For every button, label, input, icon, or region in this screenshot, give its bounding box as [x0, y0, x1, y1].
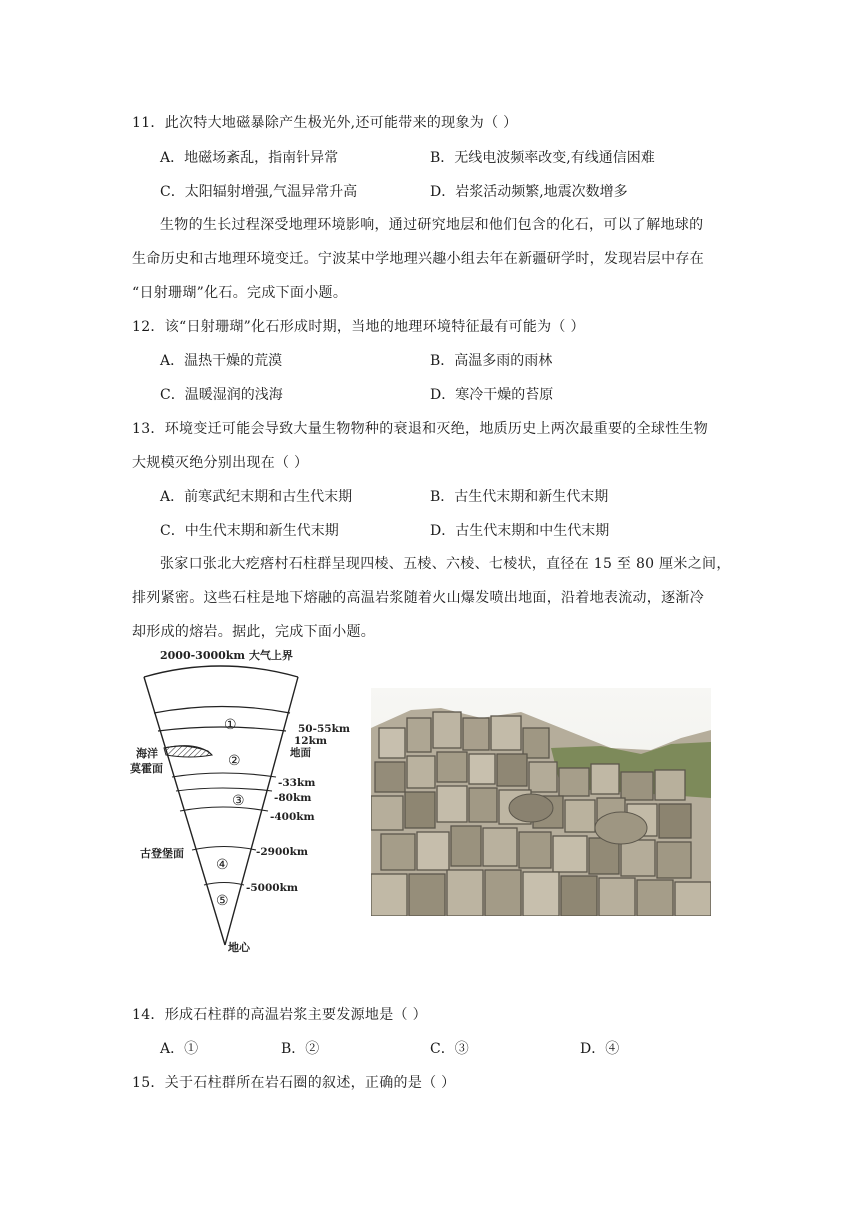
ocean-hatched-area [164, 746, 212, 757]
layer-5-label: ⑤ [216, 893, 229, 909]
boundary-33km [172, 773, 276, 777]
q12-option-d: D．寒冷干燥的苔原 [430, 387, 554, 403]
label-12km: 12km [294, 735, 327, 747]
boundary-5000km [204, 883, 244, 886]
question-15-stem: 15．关于石柱群所在岩石圈的叙述，正确的是（ ） [132, 1075, 456, 1091]
boundary-400km [180, 807, 268, 811]
layer-3-label: ③ [232, 793, 245, 809]
q13-option-a: A．前寒武纪末期和古生代末期 [160, 489, 353, 505]
q13-option-b: B．古生代末期和新生代末期 [430, 489, 609, 505]
boundary-crust-top [154, 707, 290, 714]
passage-2-line-3: 却形成的熔岩。据此，完成下面小题。 [132, 624, 376, 640]
label-2900km: -2900km [256, 846, 308, 858]
q11-option-c: C．太阳辐射增强,气温异常升高 [160, 184, 358, 200]
passage-1-line-2: 生命历史和古地理环境变迁。宁波某中学地理兴趣小组去年在新疆研学时，发现岩层中存在 [132, 251, 704, 267]
q14-option-d: D．④ [580, 1041, 620, 1057]
question-13-stem-line-2: 大规模灭绝分别出现在（ ） [132, 455, 309, 471]
q14-option-c: C．③ [430, 1041, 469, 1057]
atmosphere-arc [144, 666, 298, 677]
question-14-stem: 14．形成石柱群的高温岩浆主要发源地是（ ） [132, 1007, 427, 1023]
boundary-gutenberg [192, 847, 256, 851]
question-11-stem: 11．此次特大地磁暴除产生极光外,还可能带来的现象为（ ） [132, 115, 518, 131]
boundary-ground [158, 727, 286, 731]
label-50-55km: 50-55km [298, 723, 350, 735]
label-earth-center: 地心 [228, 941, 250, 954]
q11-option-a: A．地磁场紊乱，指南针异常 [160, 150, 339, 166]
basalt-columns-photo [371, 688, 711, 916]
label-ocean: 海洋 [136, 747, 158, 760]
q13-option-d: D．古生代末期和中生代末期 [430, 523, 610, 539]
label-80km: -80km [274, 792, 312, 804]
label-gutenberg: 古登堡面 [140, 847, 184, 860]
label-ground: 地面 [290, 747, 311, 759]
q11-option-b: B．无线电波频率改变,有线通信困难 [430, 150, 655, 166]
layer-2-label: ② [228, 753, 241, 769]
sector-left-edge [144, 677, 225, 945]
passage-2-line-1: 张家口张北大疙瘩村石柱群呈现四棱、五棱、六棱、七棱状，直径在 15 至 80 厘米之间， [160, 556, 731, 572]
boundary-80km [176, 788, 272, 791]
label-5000km: -5000km [246, 882, 298, 894]
earth-interior-diagram [130, 645, 360, 965]
layer-1-label: ① [224, 717, 237, 733]
q11-option-d: D．岩浆活动频繁,地震次数增多 [430, 184, 628, 200]
passage-1-line-1: 生物的生长过程深受地理环境影响，通过研究地层和他们包含的化石，可以了解地球的 [160, 217, 704, 233]
q12-option-a: A．温热干燥的荒漠 [160, 353, 283, 369]
q12-option-b: B．高温多雨的雨林 [430, 353, 553, 369]
label-400km: -400km [270, 811, 315, 823]
q13-option-c: C．中生代末期和新生代末期 [160, 523, 339, 539]
passage-2-line-2: 排列紧密。这些石柱是地下熔融的高温岩浆随着火山爆发喷出地面，沿着地表流动，逐渐冷 [132, 590, 704, 606]
question-12-stem: 12．该“日射珊瑚”化石形成时期，当地的地理环境特征最有可能为（ ） [132, 319, 585, 335]
passage-1-line-3: “日射珊瑚”化石。完成下面小题。 [132, 285, 348, 301]
label-moho: 莫霍面 [130, 762, 163, 775]
top-label: 2000-3000km 大气上界 [160, 649, 293, 662]
layer-4-label: ④ [216, 857, 229, 873]
q14-option-a: A．① [160, 1041, 199, 1057]
q12-option-c: C．温暖湿润的浅海 [160, 387, 283, 403]
q14-option-b: B．② [281, 1041, 320, 1057]
question-13-stem-line-1: 13．环境变迁可能会导致大量生物物种的衰退和灭绝，地质历史上两次最重要的全球性生物 [132, 421, 709, 437]
label-33km: -33km [278, 777, 316, 789]
